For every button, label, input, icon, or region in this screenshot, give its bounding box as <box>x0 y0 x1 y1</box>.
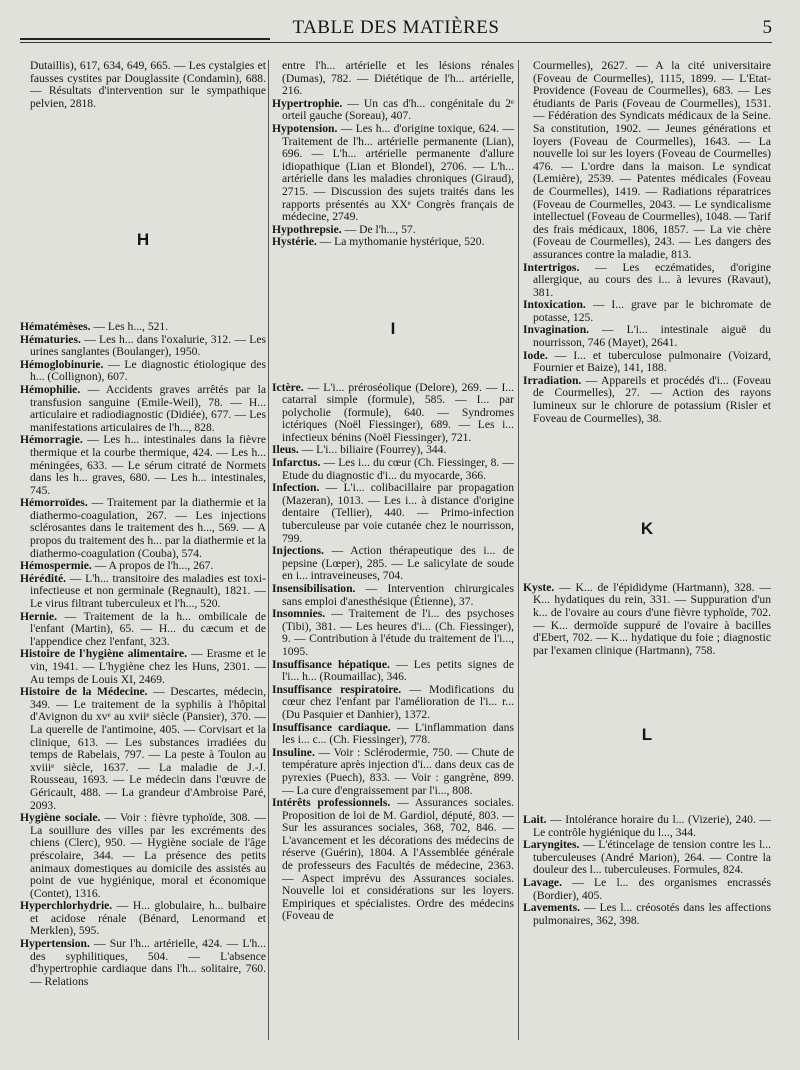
entry-text: — Les i... du cœur (Ch. Fiessinger, 8. — Etude du diagnostic d'i... du myocarde, 366. <box>282 456 514 482</box>
index-entry <box>20 497 266 560</box>
entry-text: — I... grave par le bichromate de potasse, 125. <box>533 298 771 324</box>
index-entry <box>20 334 266 359</box>
entry-text: — Les h... dans l'oxalurie, 312. — Les urines sanglantes (Boulanger), 1950. <box>30 332 266 359</box>
entry-text: — Les eczématides, d'origine allergique, au cours des i... à levures (Ravaut), 381. <box>533 260 771 299</box>
page-header <box>20 14 772 40</box>
entry-text: — Voir : Sclérodermie, 750. — Chute de température après injection d'i... dans deux cas de pyrexies (Puech), 833. — Voir : gangrène, 899. — La cure d'engraissement par l'i..., 808. <box>282 745 514 797</box>
index-entry <box>272 608 514 658</box>
entry-heading: Insuffisance hépatique. <box>272 657 390 671</box>
entry-heading: Infarctus. <box>272 456 321 470</box>
index-entry <box>272 382 514 445</box>
entry-text: — Accidents graves arrêtés par la transfusion sanguine (Emile-Weil), 78. — H... articulaire et radiodiagnostic (Didiée), 677. — Les manifestations articulaires de l'h..., 828. <box>30 382 266 434</box>
index-entry <box>272 457 514 482</box>
entry-text: — Le diagnostic étiologique des h... (Collignon), 607. <box>30 357 266 384</box>
entry-heading: Hématémèses. <box>20 319 91 333</box>
entry-text: — L'étincelage de tension contre les l... tuberculeuses (André Marion), 264. — Contre la douleur des l... tuberculeuses. Formules, 824. <box>533 838 771 877</box>
entry-heading: Intérêts professionnels. <box>272 796 391 810</box>
entry-heading: Hypertension. <box>20 937 90 951</box>
entry-heading: Ictère. <box>272 380 304 394</box>
index-entry <box>272 236 514 249</box>
header-rule <box>20 42 772 43</box>
entry-heading: Invagination. <box>523 323 590 337</box>
index-entry <box>523 375 771 425</box>
entry-text: — De l'h..., 57. <box>341 222 416 236</box>
index-entry <box>272 747 514 797</box>
entry-text: — Descartes, médecin, 349. — Le traitement de la syphilis à l'hôpital d'Avignon du xvᵉ au xviiᵉ siècle (Pansier), 370. — La querelle de l'antimoine, 405. — Corvisart et la clinique, 613. — Les substances irradiées du temps de Rabelais, 797. — La peste à Toulon au xviiiᵉ siècle, 1637. — La maladie de J.-J. Rousseau, 1693. — Le médecin dans l'œuvre de Géricault, 488. — La grandeur d'Ambroise Paré, 2093. <box>30 685 267 812</box>
entry-text: — L'i... colibacillaire par propagation (Mazeran), 1013. — Les i... à distance d'origine dentaire (Tellier), 440. — Primo-infection tuberculeuse par voie cutanée chez le nourrisson, 799. <box>282 481 514 545</box>
entry-text: — Erasme et le vin, 1941. — L'hygiène chez les Huns, 2301. — Au temps de Louis XI, 2469. <box>30 647 267 686</box>
entry-heading: Hypotension. <box>272 121 338 135</box>
entry-text: Dutaillis), 617, 634, 649, 665. — Les cystalgies et fausses cystites par Douglassite (Condamin), 688. — Résultats d'intervention sur le sympathique pelvien, 2818. <box>30 59 266 110</box>
entry-heading: Hémospermie. <box>20 559 92 573</box>
entry-text: — Traitement de l'i... des psychoses (Tibi), 381. — Les heures d'i... (Ch. Fiessinger), 9. — Contribution à l'étude du traitement de l'i..., 1095. <box>282 607 514 658</box>
entry-heading: Intoxication. <box>523 298 586 312</box>
entry-text: — Les petits signes de l'i... h... (Roumaillac), 346. <box>282 657 515 684</box>
index-column-1 <box>20 60 266 988</box>
index-entry <box>272 659 514 684</box>
entry-text: — Les h... intestinales dans la fièvre thermique et la courbe thermique, 424. — Les h... méningées, 633. — Le sérum citraté de Normets dans les h... graves, 680. — Les h... intestinales, 745. <box>30 433 266 497</box>
entry-heading: Lait. <box>523 812 547 826</box>
entry-text: — Traitement par la diathermie et la diathermo-coagulation, 267. — Les injections sclérosantes dans le traitement des h..., 569. — A propos du traitement des h... par la diathermie et la diathermo-coagulation (Couba), 574. <box>30 496 266 560</box>
entry-continuation <box>272 60 514 98</box>
entry-heading: Histoire de la Médecine. <box>20 685 148 699</box>
index-entry <box>20 900 266 938</box>
section-letter: I <box>390 318 396 338</box>
entry-text: — La mythomanie hystérique, 520. <box>316 235 485 249</box>
index-entry <box>523 262 771 300</box>
index-column-2 <box>272 60 514 923</box>
entry-text: — Sur l'h... artérielle, 424. — L'h... des syphilitiques, 504. — L'absence d'hypertrophie cardiaque dans l'h... solitaire, 760. — Relations <box>30 937 266 988</box>
entry-heading: Kyste. <box>523 580 555 594</box>
entry-text: — Intervention chirurgicales sans emploi d'anesthésique (Étienne), 37. <box>282 582 514 608</box>
entry-text: entre l'h... artérielle et les lésions rénales (Dumas), 782. — Diététique de l'h... artérielle, 216. <box>282 59 514 98</box>
index-entry <box>20 384 266 434</box>
entry-heading: Hygiène sociale. <box>20 811 101 825</box>
index-entry <box>272 123 514 224</box>
entry-text: — H... globulaire, h... bulbaire et acidose rénale (Bénard, Lenormand et Merklen), 595. <box>30 899 266 938</box>
entry-heading: Ileus. <box>272 443 299 457</box>
index-entry <box>20 611 266 649</box>
entry-heading: Hémorroïdes. <box>20 496 88 510</box>
entry-text: — L'i... préroséolique (Delore), 269. — I... catarral simple (formule), 585. — I... par polycholie (formule), 640. — Syndromes ictériques (Noël Fiessinger), 689. — Les i... infectieux bénins (Noël Fiessinger), 721. <box>282 380 514 444</box>
entry-heading: Insuffisance respiratoire. <box>272 682 402 696</box>
index-entry <box>272 797 514 923</box>
index-entry <box>523 902 771 927</box>
spacer <box>20 247 266 321</box>
entry-text: Courmelles), 2627. — A la cité universitaire (Foveau de Courmelles), 1115, 1899. — L'Etat-Providence (Foveau de Courmelles), 683. — Les étudiants de Paris (Foveau de Courmelles), 1531. — Fédération des Syndicats médicaux de la Seine. Sa constitution, 1902. — Jeunes générations et loyers (Foveau de Courmelles), 1643. — La nouvelle loi sur les loyers (Foveau de Courmelles) 476. — L'ordre dans la maison. Le syndicat (Lemière), 2539. — Patentes médicales (Foveau de Courmelles), 1419. — Radiations réparatrices (Foveau de Courmelles, 2043. — Le syndicalisme intellectuel (Foveau de Courmelles), 1048. — Tarif des frais médicaux, 1806, 1857. — La vie chère (Foveau de Courmelles), 243. — Les dangers des assurances contre la maladie, 813. <box>533 59 771 261</box>
spacer <box>272 336 514 382</box>
entry-heading: Iode. <box>523 348 548 362</box>
entry-text: — Un cas d'h... congénitale du 2ᵉ orteil gauche (Soreau), 407. <box>282 96 514 123</box>
index-entry <box>20 573 266 611</box>
entry-text: — K... de l'épididyme (Hartmann), 328. — K... hydatiques du rein, 331. — Suppuration d'un k... de l'ovaire au cours d'une fièvre typhoïde, 702. — K... dermoïde suppuré de l'ovaire à bacilles d'Ebert, 702. — K... hydatique du foie ; diagnostic par l'examen clinique (Hartmann), 758. <box>533 580 771 657</box>
column-divider <box>268 60 269 1040</box>
entry-heading: Histoire de l'hygiène alimentaire. <box>20 647 188 661</box>
index-entry <box>523 350 771 375</box>
index-entry <box>523 839 771 877</box>
entry-heading: Hémorragie. <box>20 433 83 447</box>
entry-heading: Lavements. <box>523 901 580 915</box>
entry-text: — I... et tuberculose pulmonaire (Voizard, Fournier et Baize), 141, 188. <box>533 348 771 375</box>
entry-heading: Hystérie. <box>272 235 317 249</box>
spacer <box>20 110 266 234</box>
spacer <box>272 249 514 323</box>
index-column-3 <box>523 60 771 927</box>
index-entry <box>272 482 514 545</box>
page-title: TABLE DES MATIÈRES <box>292 17 500 38</box>
index-entry <box>20 938 266 988</box>
entry-text: — Les l... créosotés dans les affections pulmonaires, 362, 398. <box>533 901 771 927</box>
index-entry <box>523 582 771 658</box>
entry-heading: Insomnies. <box>272 607 326 621</box>
entry-text: — Modifications du cœur chez l'enfant par l'amélioration de l'i... r... (Du Pasquier et Danhier), 1372. <box>282 682 514 721</box>
entry-heading: Hémoglobinurie. <box>20 357 104 371</box>
entry-heading: Intertrigos. <box>523 260 580 274</box>
entry-heading: Hyperchlorhydrie. <box>20 899 113 913</box>
entry-text: — Intolérance horaire du l... (Vizerie), 240. — Le contrôle hygiénique du l..., 344. <box>533 812 771 839</box>
index-entry <box>523 324 771 349</box>
index-entry <box>523 877 771 902</box>
index-entry <box>20 434 266 497</box>
index-entry <box>523 299 771 324</box>
spacer <box>523 657 771 729</box>
entry-text: — Assurances sociales. Proposition de loi de M. Gardiol, député, 803. — Sur les assurances sociales, 368, 702, 846. — L'avancement et les décorations des médecins de réserve (Guérin), 1804. A l'Assemblée générale de professeurs des Facultés de médecine, 2363. — Aspect imprévu des Assurances sociales. Nouvelle loi et considérations sur les loyers. Empiriques et spécialistes. Ordre des médecins (Foveau de <box>282 796 514 923</box>
entry-heading: Hernie. <box>20 609 58 623</box>
spacer <box>523 425 771 523</box>
entry-text: — L'i... intestinale aiguë du nourrisson, 746 (Mayet), 2641. <box>533 323 771 350</box>
entry-text: — L'i... biliaire (Fourrey), 344. <box>298 443 447 457</box>
entry-text: — Les h..., 521. <box>90 319 169 333</box>
entry-heading: Laryngites. <box>523 838 580 852</box>
entry-heading: Hérédité. <box>20 571 67 585</box>
section-letter: L <box>641 725 653 745</box>
page-number: 5 <box>762 17 772 38</box>
index-entry <box>272 545 514 583</box>
entry-heading: Insuffisance cardiaque. <box>272 720 391 734</box>
section-letter: H <box>136 230 150 250</box>
entry-text: — A propos de l'h..., 267. <box>91 559 214 573</box>
spacer <box>523 742 771 814</box>
entry-text: — Action thérapeutique des i... de pepsine (Lœper), 285. — Le salicylate de soude en i... intraveineuses, 704. <box>282 544 514 583</box>
column-divider <box>518 60 519 1040</box>
entry-heading: Insuline. <box>272 745 315 759</box>
entry-text: — Le l... des organismes encrassés (Bordier), 405. <box>533 875 771 902</box>
entry-text: — Appareils et procédés d'i... (Foveau de Courmelles), 27. — Action des rayons lumineux sur le chlorure de potassium (Risler et Foveau de Courmelles), 38. <box>533 373 771 425</box>
entry-heading: Hypothrepsie. <box>272 222 342 236</box>
entry-heading: Infection. <box>272 481 320 495</box>
index-entry <box>20 648 266 686</box>
entry-text: — L'inflammation dans les i... c... (Ch. Fiessinger), 778. <box>282 720 514 747</box>
index-entry <box>272 583 514 608</box>
index-entry <box>523 814 771 839</box>
entry-heading: Lavage. <box>523 875 562 889</box>
index-entry <box>20 686 266 812</box>
entry-text: — L'h... transitoire des maladies est toxi-infectieuse et non germinale (Regnault), 1821. — Le virus filtrant tuberculeux et l'h..., 520. <box>30 571 266 611</box>
entry-heading: Injections. <box>272 544 324 558</box>
entry-heading: Hypertrophie. <box>272 96 343 110</box>
entry-continuation <box>20 60 266 110</box>
entry-continuation <box>523 60 771 262</box>
index-entry <box>272 684 514 722</box>
index-entry <box>20 359 266 384</box>
entry-heading: Hémophilie. <box>20 382 81 396</box>
spacer <box>523 536 771 582</box>
index-entry <box>20 812 266 900</box>
section-letter: K <box>640 519 654 539</box>
index-entry <box>272 98 514 123</box>
entry-text: — Les h... d'origine toxique, 624. — Traitement de l'h... artérielle permanente (Lian), 696. — L'h... artérielle permanente d'allure idiopathique (Lian et Blondel), 2706. — L'h... artérielle dans les maladies chroniques (Giraud), 2715. — Discussion des sujets traités dans les rapports présentés au XXᵉ Congrès français de médecine, 2749. <box>282 121 514 224</box>
entry-text: — Traitement de la h... ombilicale de l'enfant (Martin), 65. — H... du cæcum et de l'appendice chez l'enfant, 323. <box>30 609 266 648</box>
entry-heading: Hématuries. <box>20 332 81 346</box>
entry-heading: Irradiation. <box>523 373 582 387</box>
entry-text: — Voir : fièvre typhoïde, 308. — La souillure des villes par les excréments des chiens (Clerc), 950. — Hygiène sociale de l'âge préscolaire, 344. — La présence des petits animaux domestiques au domicile des assistés au point de vue hygiénique, moral et économique (Contet), 1316. <box>30 811 266 900</box>
index-entry <box>272 722 514 747</box>
entry-heading: Insensibilisation. <box>272 582 356 595</box>
